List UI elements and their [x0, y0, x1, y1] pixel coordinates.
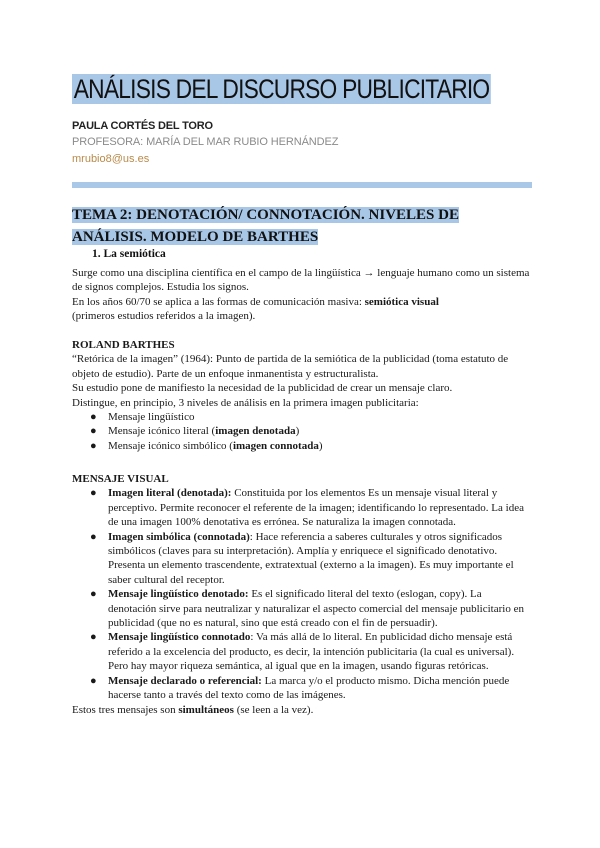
item-bold: Imagen literal (denotada):	[108, 487, 232, 500]
author-name: PAULA CORTÉS DEL TORO	[72, 120, 213, 132]
closing-bold: simultáneos	[178, 703, 234, 716]
item-text: : Hace referencia a saberes culturales y otros significados simbólicos (claves para su interpretación). Amplía y enriquece el significado denotativo. Presenta un elemento trascendente, extratextual (externo a la imagen). Es muy importante el saber cultural del receptor.	[108, 530, 514, 586]
item-text: Es el significado literal del texto (eslogan, copy). La denotación sirve para neutralizar y naturalizar el aspecto comercial del mensaje publicitario en publicidad (que no es natural, sino que está creado con el fin de persuadir).	[108, 588, 524, 630]
item-bold: Imagen simbólica (connotada)	[108, 530, 250, 543]
barthes-paragraph-2: Su estudio pone de manifiesto la necesidad de la publicidad de crear un mensaje claro.	[72, 382, 453, 395]
list-item	[72, 587, 532, 630]
list-item	[72, 486, 532, 529]
item-bold: Mensaje lingüístico connotado	[108, 631, 251, 644]
level-bold: imagen denotada	[215, 425, 296, 438]
item-bold: Mensaje declarado o referencial:	[108, 674, 262, 687]
visual-closing	[72, 703, 532, 717]
section-mensaje-visual	[72, 472, 532, 717]
topic-heading-line2: ANÁLISIS. MODELO DE BARTHES	[72, 229, 319, 245]
closing-tail: (se leen a la vez).	[233, 703, 314, 716]
bullet-icon: ●	[90, 425, 97, 438]
bullet-icon: ●	[90, 588, 97, 601]
semiotica-p2-tail: (primeros estudios referidos a la imagen).	[72, 310, 256, 323]
semiotica-paragraph-2	[72, 295, 532, 324]
item-text: La marca y/o el producto mismo. Dicha mención puede hacerse tanto a través del texto como de las imágenes.	[108, 674, 510, 702]
list-item	[72, 439, 532, 453]
level-text: Mensaje icónico literal (	[108, 425, 216, 438]
document-title-text: ANÁLISIS DEL DISCURSO PUBLICITARIO	[73, 74, 490, 104]
list-item	[72, 424, 532, 438]
section-heading-semiotica: 1. La semiótica	[92, 248, 166, 260]
header-divider	[72, 182, 532, 188]
list-item	[72, 674, 532, 703]
level-text: Mensaje lingüístico	[108, 411, 195, 424]
semiotica-p2-text: En los años 60/70 se aplica a las formas de comunicación masiva:	[72, 295, 365, 308]
closing-text: Estos tres mensajes son	[72, 703, 179, 716]
level-tail: )	[318, 439, 323, 452]
topic-heading	[72, 204, 472, 248]
section-barthes	[72, 338, 532, 453]
item-text: Constituida por los elementos Es un mensaje visual literal y perceptivo. Permite reconocer el referente de la imagen; identificando lo representado. La idea de una imagen 100% denotativa es errónea. Se naturaliza la imagen connotada.	[108, 487, 524, 529]
document-title	[72, 72, 491, 106]
bullet-icon: ●	[90, 411, 97, 424]
visual-list	[72, 486, 532, 702]
levels-list	[72, 410, 532, 453]
semiotica-p2-bold: semiótica visual	[364, 295, 439, 308]
visual-heading: MENSAJE VISUAL	[72, 473, 169, 485]
item-bold: Mensaje lingüístico denotado:	[108, 588, 249, 601]
bullet-icon: ●	[90, 487, 97, 500]
level-tail: )	[295, 425, 300, 438]
bullet-icon: ●	[90, 439, 97, 452]
list-item	[72, 410, 532, 424]
bullet-icon: ●	[90, 631, 97, 644]
professor-email: mrubio8@us.es	[72, 153, 150, 165]
item-text: : Va más allá de lo literal. En publicidad dicho mensaje está referido a la excelencia del producto, es decir, la intención publicitaria (la cual es universal). Pero hay mayor riqueza semántica, al igual que en la imagen, usando figuras retóricas.	[108, 631, 515, 673]
list-item	[72, 630, 532, 673]
bullet-icon: ●	[90, 530, 97, 543]
section-semiotica-body	[72, 266, 532, 324]
professor-name: PROFESORA: MARÍA DEL MAR RUBIO HERNÁNDEZ	[72, 136, 339, 148]
level-bold: imagen connotada	[232, 439, 319, 452]
barthes-paragraph-3: Distingue, en principio, 3 niveles de análisis en la primera imagen publicitaria:	[72, 396, 419, 409]
level-text: Mensaje icónico simbólico (	[108, 439, 233, 452]
topic-heading-line1: TEMA 2: DENOTACIÓN/ CONNOTACIÓN. NIVELES DE	[72, 207, 459, 223]
semiotica-paragraph-1: Surge como una disciplina científica en el campo de la lingüística → lenguaje humano como un sistema de signos complejos. Estudia los signos.	[72, 267, 530, 294]
barthes-paragraph-1: “Retórica de la imagen” (1964): Punto de partida de la semiótica de la publicidad (toma estatuto de objeto de estudio). Parte de un enfoque inmanentista y estructuralista.	[72, 353, 509, 380]
list-item	[72, 530, 532, 588]
barthes-heading: ROLAND BARTHES	[72, 339, 175, 351]
bullet-icon: ●	[90, 674, 97, 687]
